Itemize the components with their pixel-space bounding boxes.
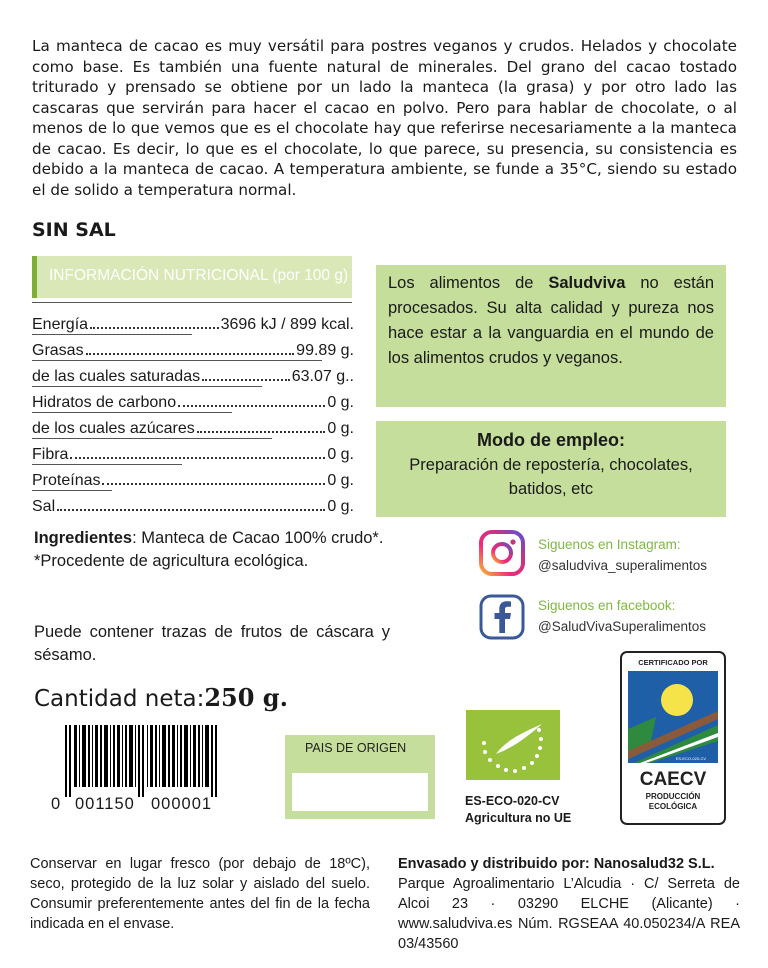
allergen-warning: Puede contener trazas de frutos de cáscara y sésamo. [34,623,390,664]
eu-organic-logo [466,710,560,780]
nutrition-row [32,386,354,412]
facebook-handle[interactable]: @SaludVivaSuperalimentos [538,619,707,634]
barcode-digit-lead: 0 [51,795,62,813]
ingredients-text: : Manteca de Cacao 100% crudo*. [132,529,384,547]
nutrition-value: 0 g. [327,394,354,411]
caecv-name: CAECV [639,769,707,790]
net-quantity-label: Cantidad neta: [34,686,205,712]
product-description: La manteca de cacao es muy versátil para postres veganos y crudos. Helados y chocolate como base. Es también una fuente natural de minerales. Del grano del cacao tostado triturado y prensado se obtiene por un lado la manteca (la grasa) y por otro lado las cascaras que servirán para hacer el cacao en polvo. Pero para hablar de chocolate, o al menos de lo que vemos que es el chocolate hay que referirse necesariamente a la manteca de cacao. Es decir, lo que es el chocolate, lo que parece, su presencia, su consistencia es debido a la manteca de cacao. A temperatura ambiente, se funde a 35°C, siendo su estado el de solido a temperatura normal. [32,37,737,199]
nutrition-row [32,464,354,490]
distributor-info [398,854,740,954]
nutrition-value: 0 g. [327,498,354,515]
nutrition-label: Energía [32,316,89,333]
eu-organic-caption [465,793,571,827]
eu-organic-origin: Agricultura no UE [465,811,572,825]
nutrition-label: de los cuales azúcares [32,420,195,437]
nutrition-row [32,438,354,464]
nutrition-header [32,256,352,298]
nutrition-value: 63.07 g.. [291,368,354,385]
nutrition-value: 0 g. [327,446,354,463]
nutrition-label: Sal [32,498,56,515]
barcode-digits-right: 000001 [151,795,213,813]
nutrition-divider [32,302,352,303]
nutrition-label: Proteínas [32,472,101,489]
caecv-line1: PRODUCCIÓN [645,792,701,801]
ingredients [34,527,390,573]
barcode [51,725,243,825]
usage-title: Modo de empleo: [477,430,625,450]
barcode-bars [51,725,243,797]
eu-organic-code: ES-ECO-020-CV [465,794,560,808]
brand-name: Saludviva [548,274,626,292]
storage-instructions: Conservar en lugar fresco (por debajo de 18ºC), seco, protegido de la luz solar y aislado del suelo. Consumir preferentemente antes del fin de la fecha indicada en el envase. [30,856,370,932]
nutrition-row [32,412,354,438]
nutrition-label: Fibra [32,446,69,463]
caecv-logo [620,651,726,825]
nutrition-label: de las cuales saturadas [32,368,201,385]
country-of-origin-label: PAIS DE ORIGEN [305,741,407,755]
instagram-handle[interactable]: @saludviva_superalimentos [538,558,708,573]
ingredients-note: *Procedente de agricultura ecológica. [34,552,309,570]
nutrition-row [32,334,354,360]
sin-sal-label: SIN SAL [32,219,116,241]
caecv-top-text: CERTIFICADO POR [638,658,708,667]
country-of-origin-box [285,735,435,819]
net-quantity-value: 250 g. [204,683,288,712]
nutrition-label: Hidratos de carbono [32,394,177,411]
usage-text: Preparación de repostería, chocolates, batidos, etc [409,456,693,498]
nutrition-row [32,490,354,516]
saludviva-text-start: Los alimentos de [388,274,549,292]
distributor-title: Envasado y distribuido por: Nanosalud32 S.L. [398,856,715,872]
instagram-icon [478,529,526,577]
saludviva-info-box [376,265,726,407]
nutrition-row [32,308,354,334]
usage-box [376,421,726,517]
nutrition-value: 0 g. [327,420,354,437]
nutrition-table [32,256,356,514]
net-quantity [34,683,288,712]
instagram-title: Siguenos en Instagram: [538,537,681,552]
nutrition-label: Grasas [32,342,84,359]
barcode-digits-left: 001150 [75,795,135,813]
caecv-line2: ECOLÓGICA [648,802,698,811]
saludviva-text-end: no están procesados. Su alta calidad y pureza nos hace estar a la vanguardia en el mundo de los alimentos crudos y veganos. [388,274,715,367]
distributor-address: Parque Agroalimentario L’Alcudia · C/ Serreta de Alcoi 23 · 03290 ELCHE (Alicante) · www.saludviva.es Núm. RGSEAA 40.050234/A REA 03/43560 [398,876,740,952]
instagram-block[interactable] [478,529,526,581]
nutrition-value: 3696 kJ / 899 kcal. [220,316,354,333]
nutrition-value: 99.89 g. [296,342,354,359]
caecv-small-code: ES-ECO-020-CV [675,756,706,761]
nutrition-value: 0 g. [327,472,354,489]
facebook-title: Siguenos en facebook: [538,598,676,613]
nutrition-header-text: INFORMACIÓN NUTRICIONAL (por 100 g) [49,267,349,284]
country-of-origin-field [292,773,428,811]
ingredients-label: Ingredientes [34,529,133,547]
facebook-icon [478,593,526,641]
nutrition-row [32,360,354,386]
facebook-block[interactable] [478,593,526,645]
